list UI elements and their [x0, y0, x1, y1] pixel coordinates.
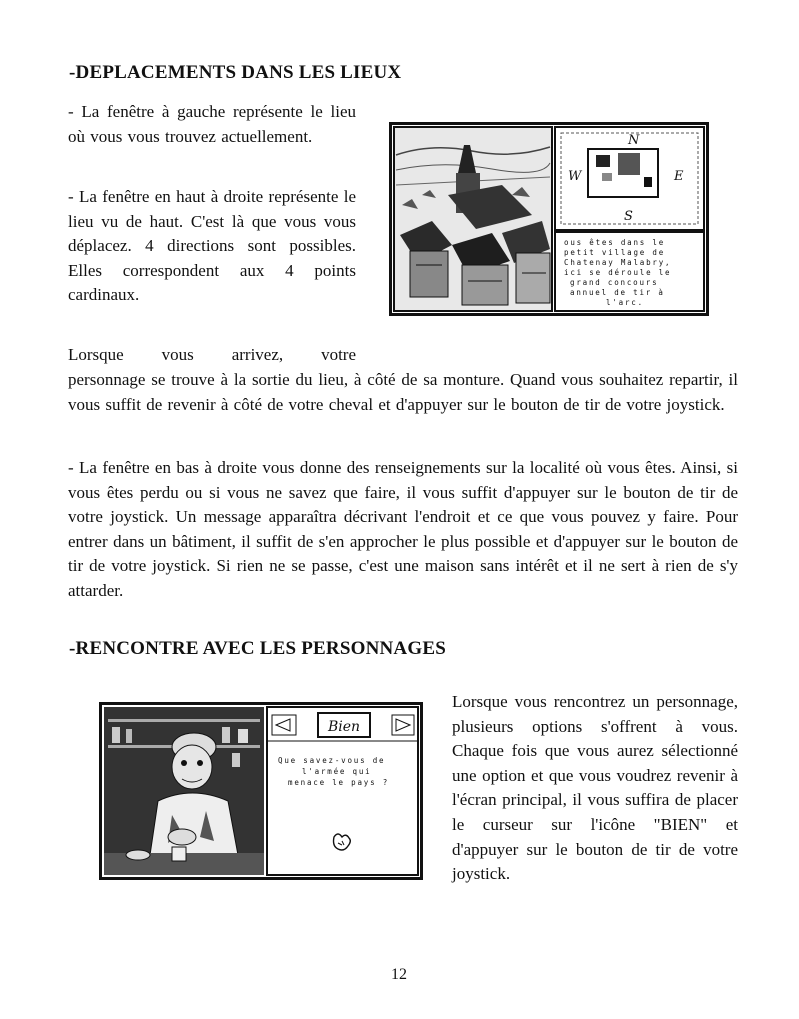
paragraph-left-window: - La fenêtre à gauche représente le lieu où vous vous trouvez actuellement. [68, 102, 356, 146]
question-line-1: Que savez-vous de [278, 756, 386, 765]
paragraph-encounter: Lorsque vous rencontrez un personnage, plusieurs options s'offrent à vous. Chaque fois que vous aurez sélectionné une option et que vous voudrez revenir à l'écran principal, il vous suffira de placer le curseur sur l'icône "BIEN" et d'appuyer sur le bouton de tir de votre joystick. [452, 692, 738, 884]
game-screenshot-encounter [99, 702, 423, 880]
page-number: 12 [391, 966, 407, 983]
message-line-7: l'arc. [606, 298, 644, 307]
bien-button-label: Bien [328, 719, 361, 735]
game-screenshot-village [389, 122, 709, 316]
character-portrait [104, 707, 264, 875]
compass-north-letter: N [628, 133, 640, 148]
message-line-3: Chatenay Malabry, [564, 258, 672, 267]
section-heading-rencontre: -RENCONTRE AVEC LES PERSONNAGES [69, 638, 446, 659]
message-line-1: ous êtes dans le [564, 238, 666, 247]
info-message-window [555, 232, 704, 311]
paragraph-arrival-line1: Lorsque vous arrivez, votre [68, 345, 356, 364]
paragraph-bottom-right-window: - La fenêtre en bas à droite vous donne des renseignements sur la localité où vous êtes. Ainsi, si vous êtes perdu ou si vous ne savez que faire, il vous suffit d'appuyer sur le bouton de tir de votre joystick. Un message apparaîtra décrivant l'endroit et ce que vous pouvez y faire. Pour entrer dans un bâtiment, il suffit de s'en approcher le plus possible et d'appuyer sur le bouton de tir de votre joystick. Si rien ne se passe, c'est une maison sans intérêt et il ne sert à rien de s'y attarder. [68, 458, 738, 600]
compass-south-letter: S [624, 209, 633, 224]
paragraph-arrival: personnage se trouve à la sortie du lieu, à côté de sa monture. Quand vous souhaitez repartir, il vous suffit de revenir à côté de votre cheval et d'appuyer sur le bouton de tir de votre joystick. [68, 370, 738, 414]
message-line-5: grand concours [570, 278, 659, 287]
village-view-illustration [394, 127, 552, 311]
bien-button[interactable] [318, 713, 370, 737]
message-line-6: annuel de tir à [570, 288, 665, 297]
message-line-4: ici se déroule le [564, 268, 672, 277]
section-heading-deplacements: -DEPLACEMENTS DANS LES LIEUX [69, 62, 402, 83]
paragraph-top-right-window: - La fenêtre en haut à droite représente le lieu vu de haut. C'est là que vous vous déplacez. 4 directions sont possibles. Elles correspondent aux 4 points cardinaux. [68, 187, 356, 305]
question-line-2: l'armée qui [302, 767, 372, 776]
overhead-map-window [555, 127, 704, 230]
compass-west-letter: W [568, 169, 582, 184]
message-line-2: petit village de [564, 248, 666, 257]
compass-east-letter: E [674, 169, 684, 184]
question-line-3: menace le pays ? [288, 778, 390, 787]
